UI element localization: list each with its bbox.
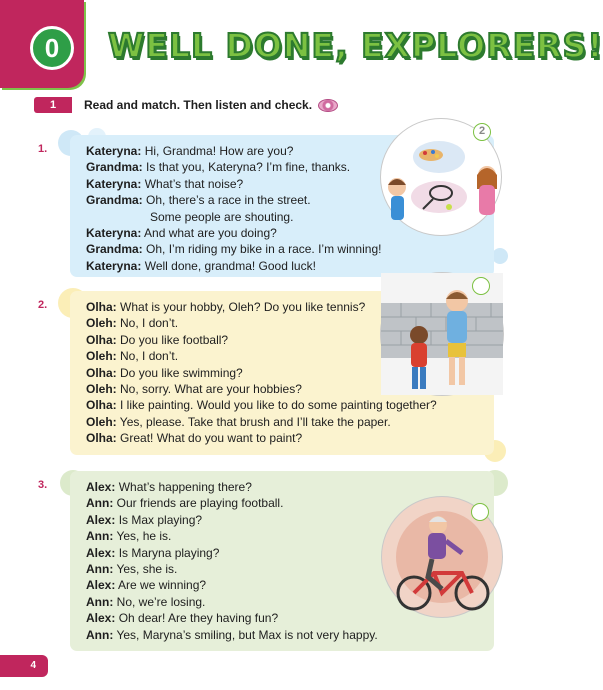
speaker: Ann: [86, 594, 114, 609]
dialogue-line [86, 241, 494, 257]
line-text: Our friends are playing football. [116, 496, 284, 511]
line-text: Yes, he is. [116, 529, 172, 544]
line-text: Yes, please. Take that brush and I’ll take the paper. [119, 414, 391, 429]
speaker: Grandma: [86, 160, 143, 175]
speaker: Grandma: [86, 193, 143, 208]
speaker: Olha: [86, 332, 117, 347]
picture-number-badge [471, 503, 489, 521]
task-header [34, 97, 338, 113]
line-text: What is your hobby, Oleh? Do you like tennis? [120, 300, 366, 314]
line-text: Well done, grandma! Good luck! [144, 258, 316, 273]
speaker: Alex: [86, 611, 116, 626]
dialogue-line [86, 430, 494, 446]
speaker: Grandma: [86, 242, 143, 257]
line-text: I like painting. Would you like to do some painting together? [120, 398, 437, 413]
speaker: Kateryna: [86, 258, 142, 273]
speaker: Kateryna: [86, 226, 142, 241]
speaker: Kateryna: [86, 176, 142, 191]
dialogue-number: 2. [38, 299, 48, 311]
speaker: Oleh: [86, 414, 117, 429]
line-text: Hi, Grandma! How are you? [144, 144, 294, 158]
page-number: 4 [0, 655, 48, 677]
decorative-bubble [492, 248, 508, 264]
speaker: Ann: [86, 529, 114, 544]
picture-number-badge [472, 277, 490, 295]
line-text: And what are you doing? [144, 226, 277, 241]
line-text: No, I don’t. [120, 349, 179, 364]
line-text: Great! What do you want to paint? [120, 431, 303, 446]
line-text: No, we’re losing. [116, 594, 206, 609]
line-text: Do you like football? [120, 332, 229, 347]
dialogue-line [86, 627, 494, 643]
dialogue-line [86, 414, 494, 430]
dialogue-line [86, 479, 494, 495]
speaker: Oleh: [86, 382, 117, 397]
line-text: Is Maryna playing? [118, 545, 220, 560]
line-text: Oh, there’s a race in the street. [146, 193, 311, 208]
speaker: Ann: [86, 496, 114, 511]
speaker: Ann: [86, 627, 114, 642]
unit-tab [0, 0, 84, 88]
line-text: Some people are shouting. [150, 209, 294, 224]
line-text: Is that you, Kateryna? I’m fine, thanks. [146, 160, 351, 175]
line-text: Is Max playing? [118, 512, 203, 527]
line-text: Yes, Maryna’s smiling, but Max is not very happy. [116, 627, 378, 642]
dialogue-number: 1. [38, 143, 48, 155]
line-text: Yes, she is. [116, 562, 178, 577]
audio-cd-icon[interactable] [318, 99, 338, 112]
speaker: Olha: [86, 431, 117, 446]
speaker: Ann: [86, 562, 114, 577]
line-text: No, sorry. What are your hobbies? [120, 382, 302, 397]
speaker: Alex: [86, 480, 116, 494]
speaker: Alex: [86, 512, 116, 527]
speaker: Oleh: [86, 316, 117, 331]
line-text: What’s happening there? [118, 480, 252, 494]
unit-number: 0 [30, 26, 74, 70]
speaker: Alex: [86, 578, 116, 593]
line-text: No, I don’t. [120, 316, 179, 331]
speaker: Olha: [86, 398, 117, 413]
line-text: What’s that noise? [144, 176, 244, 191]
line-text: Oh dear! Are they having fun? [118, 611, 279, 626]
line-text: Do you like swimming? [120, 365, 243, 380]
speaker: Alex: [86, 545, 116, 560]
page-title: WELL DONE, EXPLORERS! [108, 26, 603, 65]
line-text: Oh, I’m riding my bike in a race. I’m winning! [146, 242, 382, 257]
speaker: Olha: [86, 300, 117, 314]
speaker: Olha: [86, 365, 117, 380]
line-text: Are we winning? [118, 578, 207, 593]
task-number: 1 [34, 97, 72, 113]
speaker: Oleh: [86, 349, 117, 364]
dialogue-number: 3. [38, 479, 48, 491]
speaker: Kateryna: [86, 144, 142, 158]
dialogue-line [86, 397, 494, 413]
task-instruction: Read and match. Then listen and check. [84, 98, 313, 112]
picture-number-badge: 2 [473, 123, 491, 141]
